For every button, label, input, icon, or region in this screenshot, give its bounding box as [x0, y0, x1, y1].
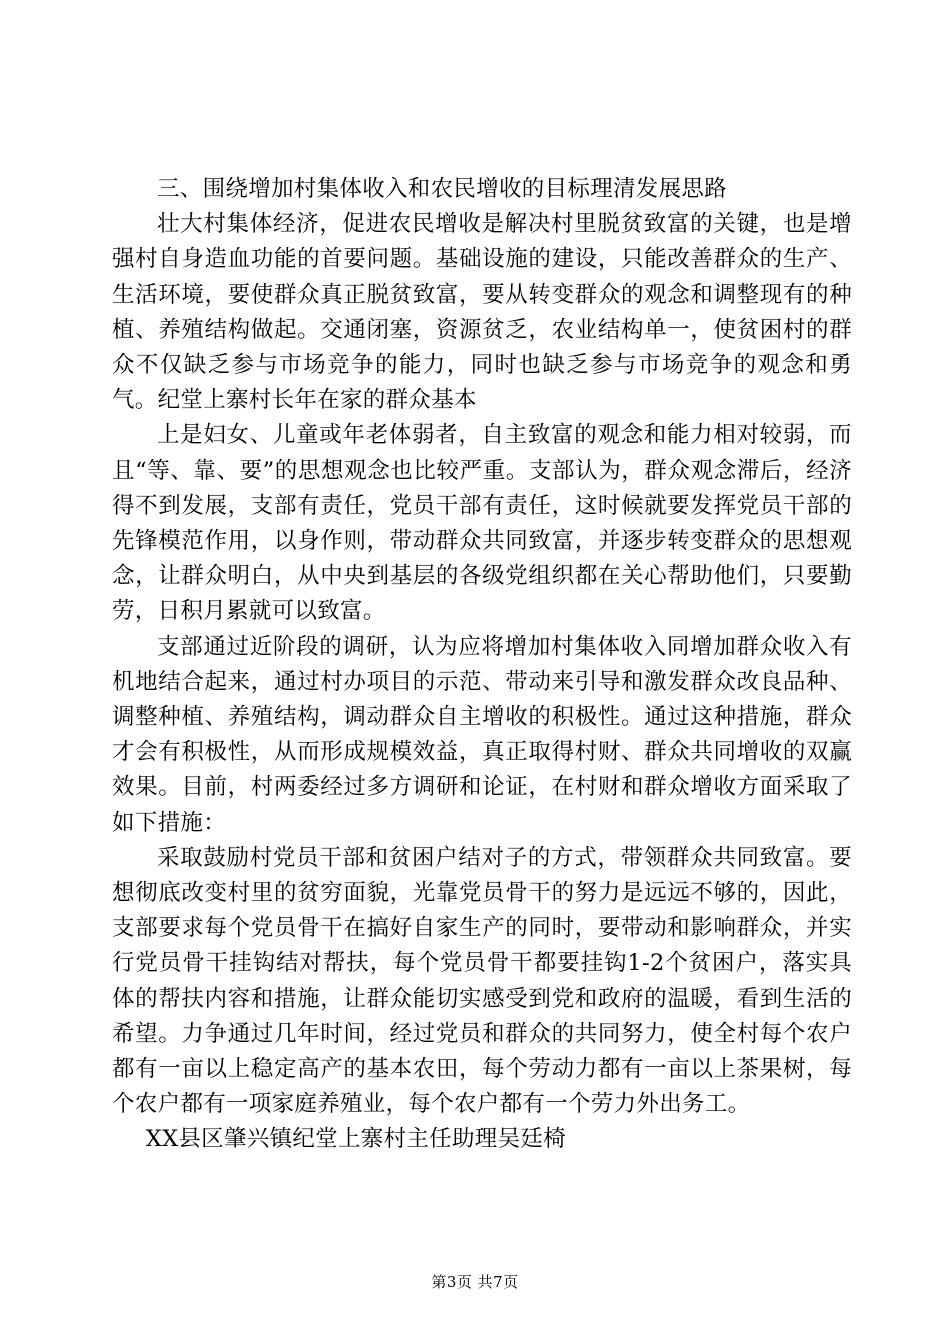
document-body	[112, 172, 852, 1158]
page-footer: 第3页 共7页	[431, 1273, 519, 1291]
paragraph-4: 采取鼓励村党员干部和贫困户结对子的方式，带领群众共同致富。要想彻底改变村里的贫穷面貌，光靠党员骨干的努力是远远不够的，因此，支部要求每个党员骨干在搞好自家生产的同时，要带动和影响群众，并实行党员骨干挂钩结对帮扶，每个党员骨干都要挂钩1-2个贫困户，落实具体的帮扶内容和措施，让群众能切实感受到党和政府的温暖，看到生活的希望。力争通过几年时间，经过党员和群众的共同努力，使全村每个农户都有一亩以上稳定高产的基本农田，每个劳动力都有一亩以上茶果树，每个农户都有一项家庭养殖业，每个农户都有一个劳力外出务工。	[112, 844, 852, 1118]
paragraph-3: 支部通过近阶段的调研，认为应将增加村集体收入同增加群众收入有机地结合起来，通过村办项目的示范、带动来引导和激发群众改良品种、调整种植、养殖结构，调动群众自主增收的积极性。通过这种措施，群众才会有积极性，从而形成规模效益，真正取得村财、群众共同增收的双赢效果。目前，村两委经过多方调研和论证，在村财和群众增收方面采取了如下措施：	[112, 633, 852, 836]
paragraph-1: 壮大村集体经济，促进农民增收是解决村里脱贫致富的关键，也是增强村自身造血功能的首要问题。基础设施的建设，只能改善群众的生产、生活环境，要使群众真正脱贫致富，要从转变群众的观念和调整现有的种植、养殖结构做起。交通闭塞，资源贫乏，农业结构单一，使贫困村的群众不仅缺乏参与市场竞争的能力，同时也缺乏参与市场竞争的观念和勇气。纪堂上寨村长年在家的群众基本	[112, 211, 852, 414]
section-heading: 三、围绕增加村集体收入和农民增收的目标理清发展思路	[157, 176, 728, 202]
signature-line: XX县区肇兴镇纪堂上寨村主任助理吴廷椅	[145, 1126, 566, 1153]
paragraph-2: 上是妇女、儿童或年老体弱者，自主致富的观念和能力相对较弱，而且“等、靠、要”的思想观念也比较严重。支部认为，群众观念滞后，经济得不到发展，支部有责任，党员干部有责任，这时候就要发挥党员干部的先锋模范作用，以身作则，带动群众共同致富，并逐步转变群众的思想观念，让群众明白，从中央到基层的各级党组织都在关心帮助他们，只要勤劳，日积月累就可以致富。	[112, 422, 852, 625]
